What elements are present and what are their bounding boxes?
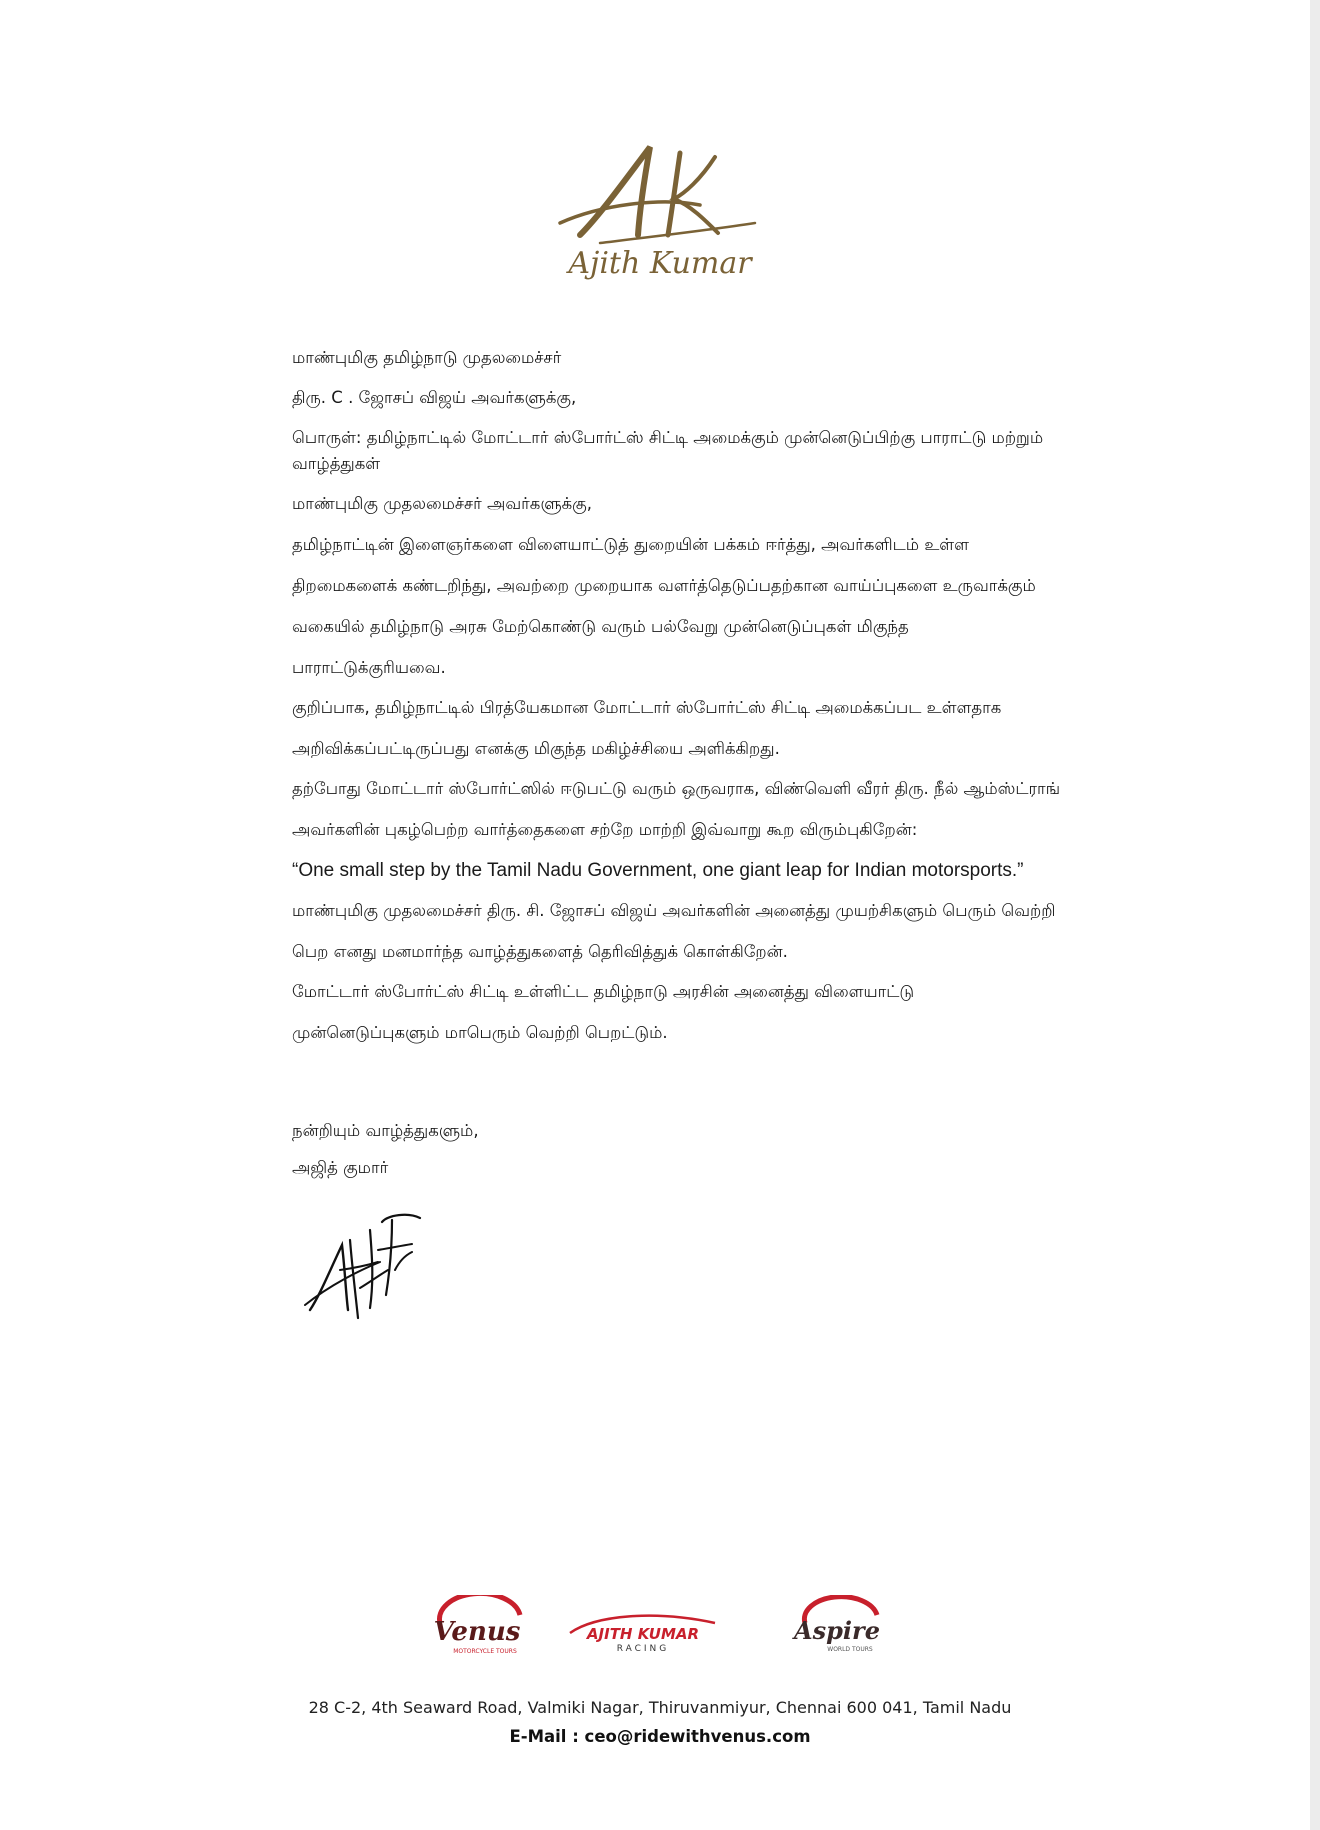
venus-logo-subtext: MOTORCYCLE TOURS bbox=[453, 1648, 517, 1655]
aspire-logo-subtext: WORLD TOURS bbox=[827, 1646, 873, 1653]
paragraph4-line: மாண்புமிகு முதலமைச்சர் திரு. சி. ஜோசப் விஜய் அவர்களின் அனைத்து முயற்சிகளும் பெரும் வெற்றி bbox=[292, 901, 1056, 920]
footer-address: 28 C-2, 4th Seaward Road, Valmiki Nagar, Thiruvanmiyur, Chennai 600 041, Tamil Nadu bbox=[308, 1698, 1012, 1717]
paragraph3-line: தற்போது மோட்டார் ஸ்போர்ட்ஸில் ஈடுபட்டு வரும் ஒருவராக, விண்வெளி வீரர் திரு. நீல் ஆம்ஸ்ட்ராங் bbox=[292, 779, 1061, 798]
paragraph5-line: மோட்டார் ஸ்போர்ட்ஸ் சிட்டி உள்ளிட்ட தமிழ்நாடு அரசின் அனைத்து விளையாட்டு bbox=[292, 982, 915, 1001]
paragraph5-line: முன்னெடுப்புகளும் மாபெரும் வெற்றி பெறட்டும். bbox=[292, 1023, 668, 1042]
letter-closing bbox=[292, 1118, 479, 1181]
partner-logos bbox=[425, 1595, 915, 1665]
page-right-edge bbox=[1310, 0, 1320, 1830]
paragraph1-line: வகையில் தமிழ்நாடு அரசு மேற்கொண்டு வரும் பல்வேறு முன்னெடுப்புகள் மிகுந்த bbox=[292, 617, 909, 636]
aspire-logo-text: Aspire bbox=[794, 1616, 880, 1645]
venus-logo bbox=[434, 1595, 521, 1655]
subject-line: பொருள்: தமிழ்நாட்டில் மோட்டார் ஸ்போர்ட்ஸ் சிட்டி அமைக்கும் முன்னெடுப்பிற்கு பாராட்டு மற்றும் வாழ்த்துகள் bbox=[292, 428, 1044, 473]
quote-line: “One small step by the Tamil Nadu Government, one giant leap for Indian motorsports.” bbox=[292, 860, 1024, 881]
handwritten-signature bbox=[300, 1210, 430, 1322]
addressee: திரு. C . ஜோசப் விஜய் அவர்களுக்கு, bbox=[292, 388, 577, 407]
paragraph4-line: பெற எனது மனமார்ந்த வாழ்த்துகளைத் தெரிவித்துக் கொள்கிறேன். bbox=[292, 942, 788, 961]
greeting: மாண்புமிகு முதலமைச்சர் அவர்களுக்கு, bbox=[292, 494, 592, 513]
aspire-logo bbox=[792, 1597, 880, 1653]
paragraph1-line: பாராட்டுக்குரியவை. bbox=[292, 658, 446, 677]
racing-logo-subtext: RACING bbox=[616, 1644, 670, 1654]
paragraph3-line: அவர்களின் புகழ்பெற்ற வார்த்தைகளை சற்றே மாற்றி இவ்வாறு கூற விரும்புகிறேன்: bbox=[292, 820, 918, 839]
logo-name: Ajith Kumar bbox=[568, 246, 752, 281]
racing-logo-text: AJITH KUMAR bbox=[586, 1625, 700, 1643]
footer-email: E-Mail : ceo@ridewithvenus.com bbox=[509, 1727, 811, 1746]
salutation-title: மாண்புமிகு தமிழ்நாடு முதலமைச்சர் bbox=[292, 348, 562, 367]
paragraph1-line: திறமைகளைக் கண்டறிந்து, அவற்றை முறையாக வளர்த்தெடுப்பதற்கான வாய்ப்புகளை உருவாக்கும் bbox=[292, 576, 1036, 595]
venus-logo-text: Venus bbox=[433, 1617, 521, 1647]
sender-name: அஜித் குமார் bbox=[292, 1158, 389, 1177]
ajith-kumar-racing-logo bbox=[570, 1616, 715, 1654]
paragraph2-line: குறிப்பாக, தமிழ்நாட்டில் பிரத்யேகமான மோட்டார் ஸ்போர்ட்ஸ் சிட்டி அமைக்கப்பட உள்ளதாக bbox=[292, 698, 1002, 717]
ajith-kumar-logo bbox=[540, 135, 780, 310]
letter-body bbox=[292, 345, 1132, 1046]
paragraph2-line: அறிவிக்கப்பட்டிருப்பது எனக்கு மிகுந்த மகிழ்ச்சியை அளிக்கிறது. bbox=[292, 739, 780, 758]
closing-line: நன்றியும் வாழ்த்துகளும், bbox=[292, 1121, 479, 1140]
paragraph1-line: தமிழ்நாட்டின் இளைஞர்களை விளையாட்டுத் துறையின் பக்கம் ஈர்த்து, அவர்களிடம் உள்ள bbox=[292, 535, 970, 554]
